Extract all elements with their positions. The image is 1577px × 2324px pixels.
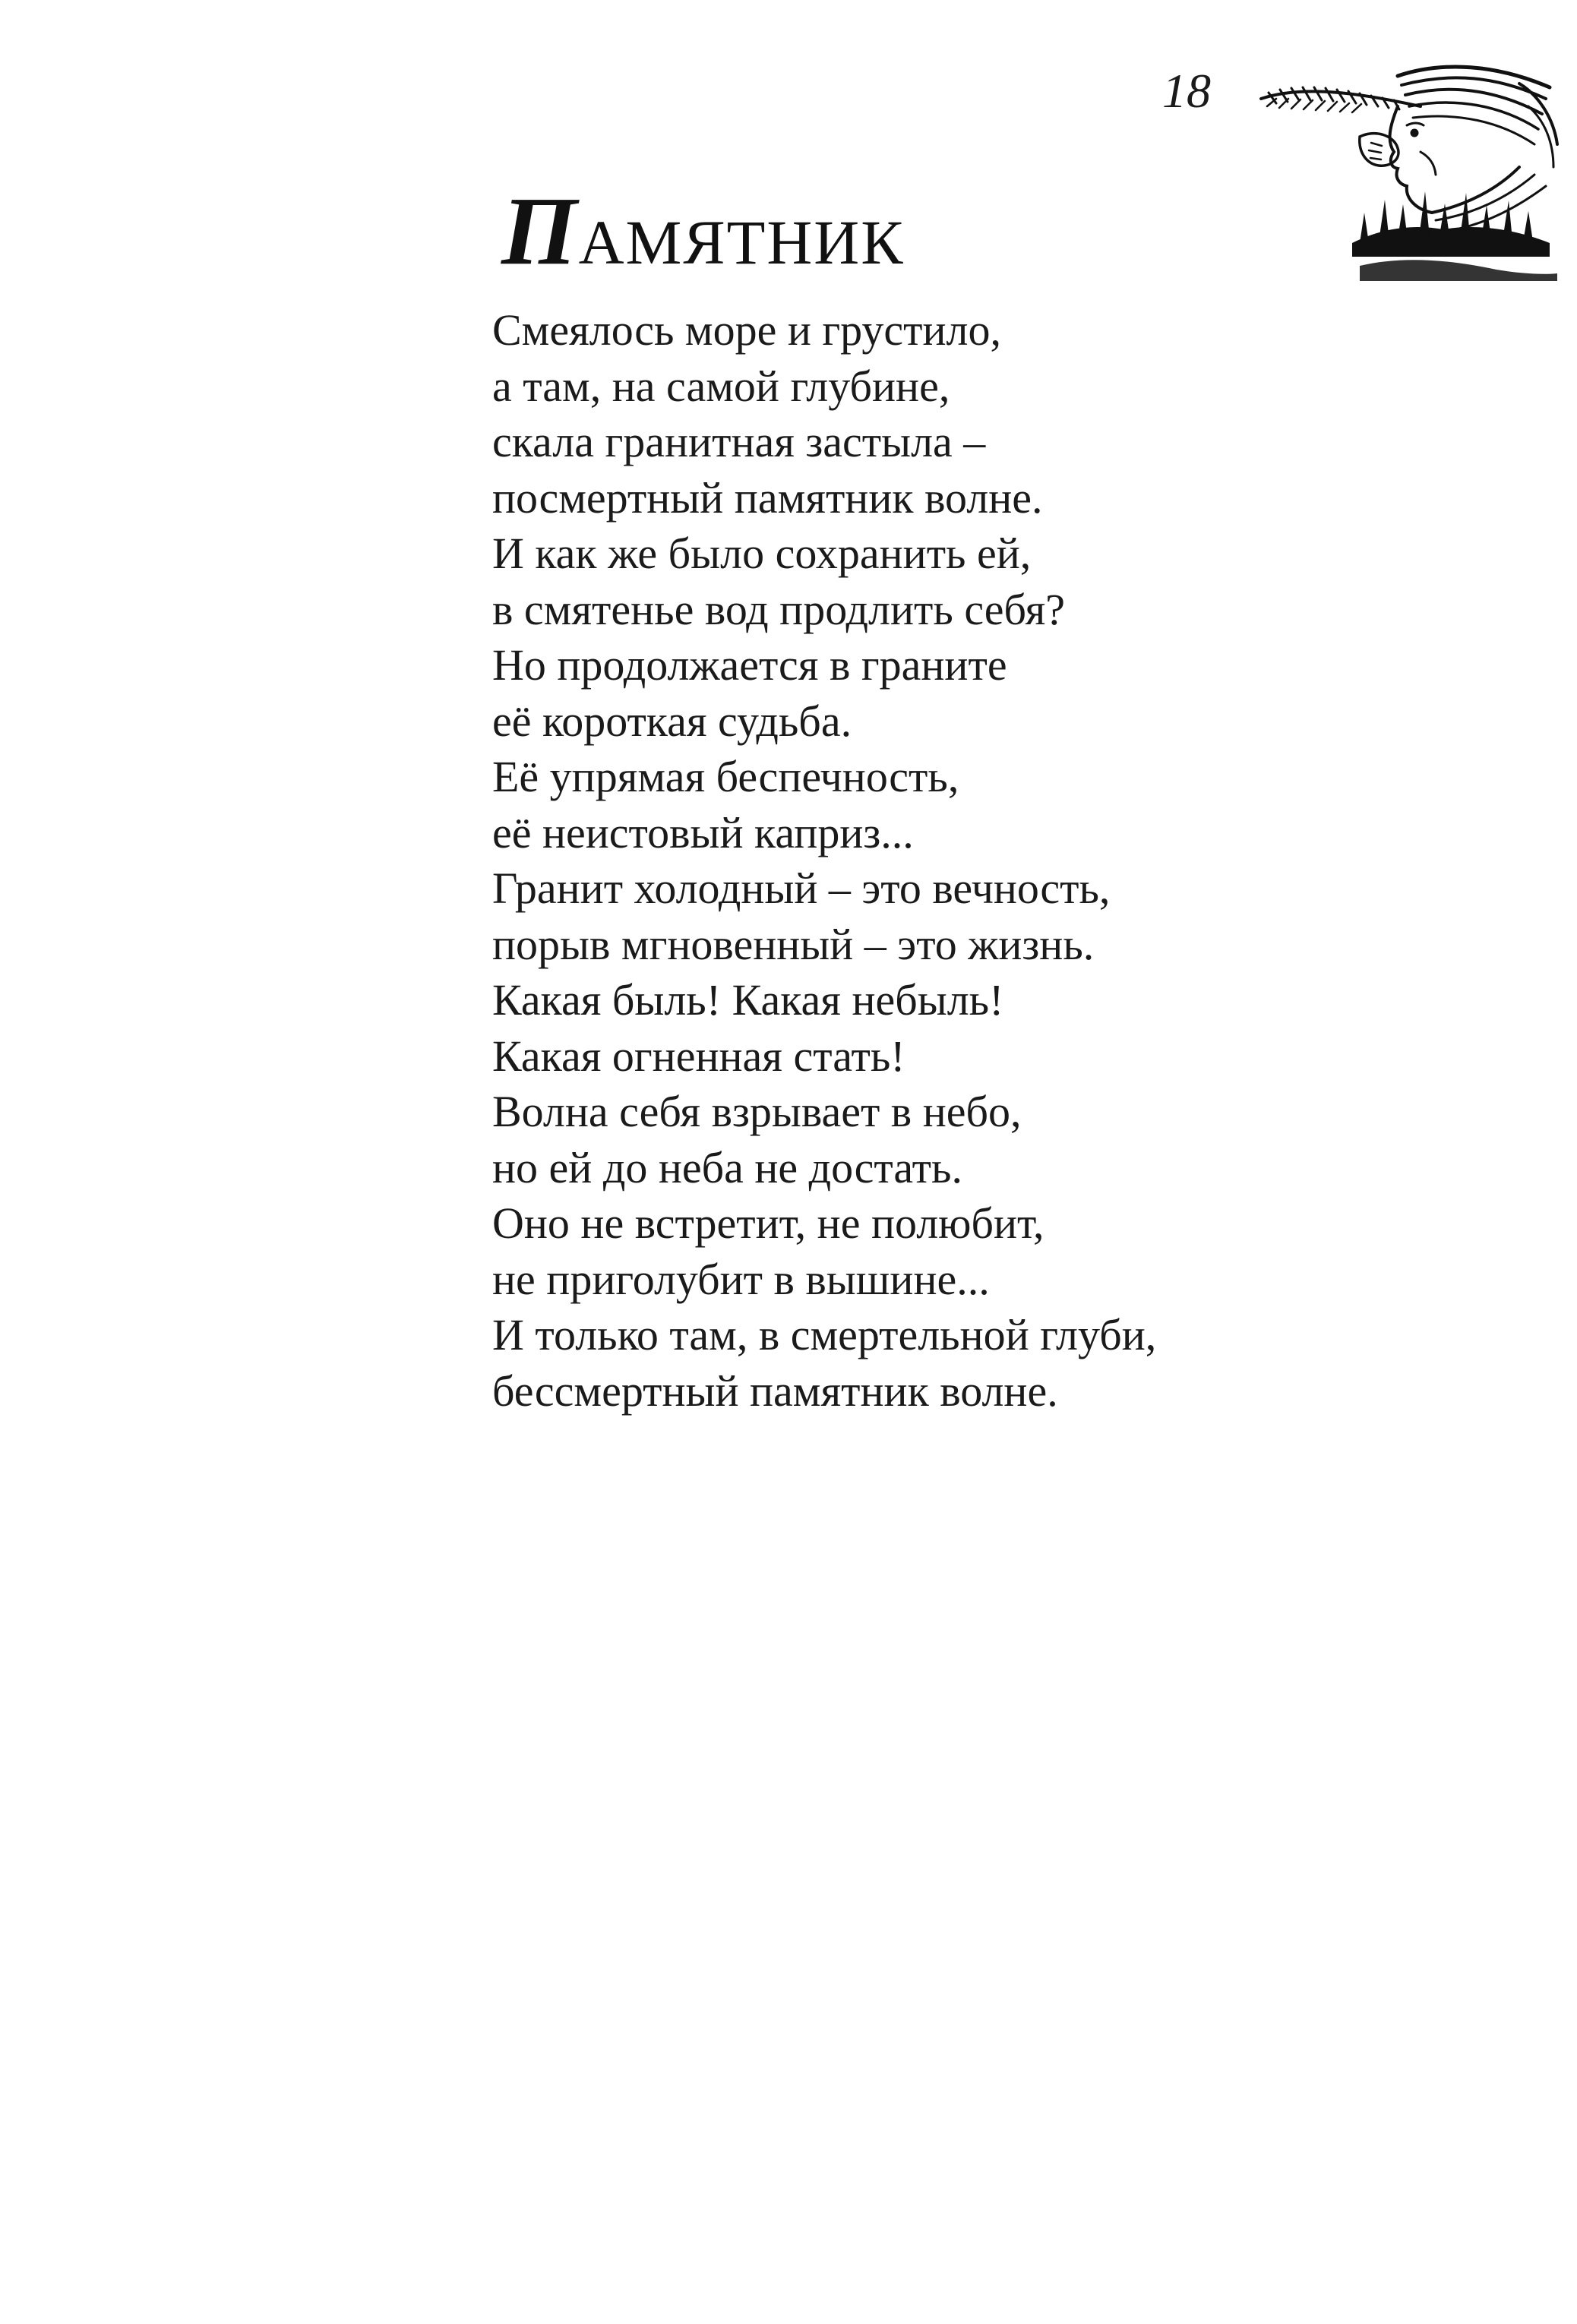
woman-with-feather-vignette-icon — [1246, 53, 1565, 281]
poem-line: её короткая судьба. — [492, 696, 852, 746]
page-number: 18 — [1162, 64, 1211, 118]
poem-line: посмертный памятник волне. — [492, 472, 1043, 523]
poem-line: И только там, в смертельной глуби, — [492, 1310, 1157, 1359]
poem-line: а там, на самой глубине, — [492, 361, 950, 411]
poem-line: И как же было сохранить ей, — [492, 529, 1032, 578]
poem-line: в смятенье вод продлить себя? — [492, 584, 1065, 634]
poem-line: Волна себя взрывает в небо, — [492, 1087, 1022, 1136]
poem-body — [492, 302, 1404, 1419]
poem-line: Гранит холодный – это вечность, — [492, 864, 1111, 913]
poem-line: бессмертный памятник волне. — [492, 1366, 1058, 1416]
poem-line: Какая огненная стать! — [492, 1031, 905, 1081]
poem-line: Оно не встретит, не полюбит, — [492, 1198, 1044, 1248]
poem-line: но ей до неба не достать. — [492, 1142, 962, 1192]
poem-line: Но продолжается в граните — [492, 640, 1007, 690]
poem-line: Её упрямая беспечность, — [492, 752, 959, 801]
poem-line: порыв мгновенный – это жизнь. — [492, 919, 1095, 969]
poem-title-initial: П — [501, 177, 579, 285]
poem-line: её неистовый каприз... — [492, 807, 914, 857]
poem-line: не приголубит в вышине... — [492, 1254, 990, 1304]
poem-line: скала гранитная застыла – — [492, 417, 986, 466]
poem-title-rest: амятник — [578, 184, 905, 283]
poem-title — [501, 177, 905, 285]
poem-line: Какая быль! Какая небыль! — [492, 975, 1004, 1025]
poem-line: Смеялось море и грустило, — [492, 305, 1001, 355]
